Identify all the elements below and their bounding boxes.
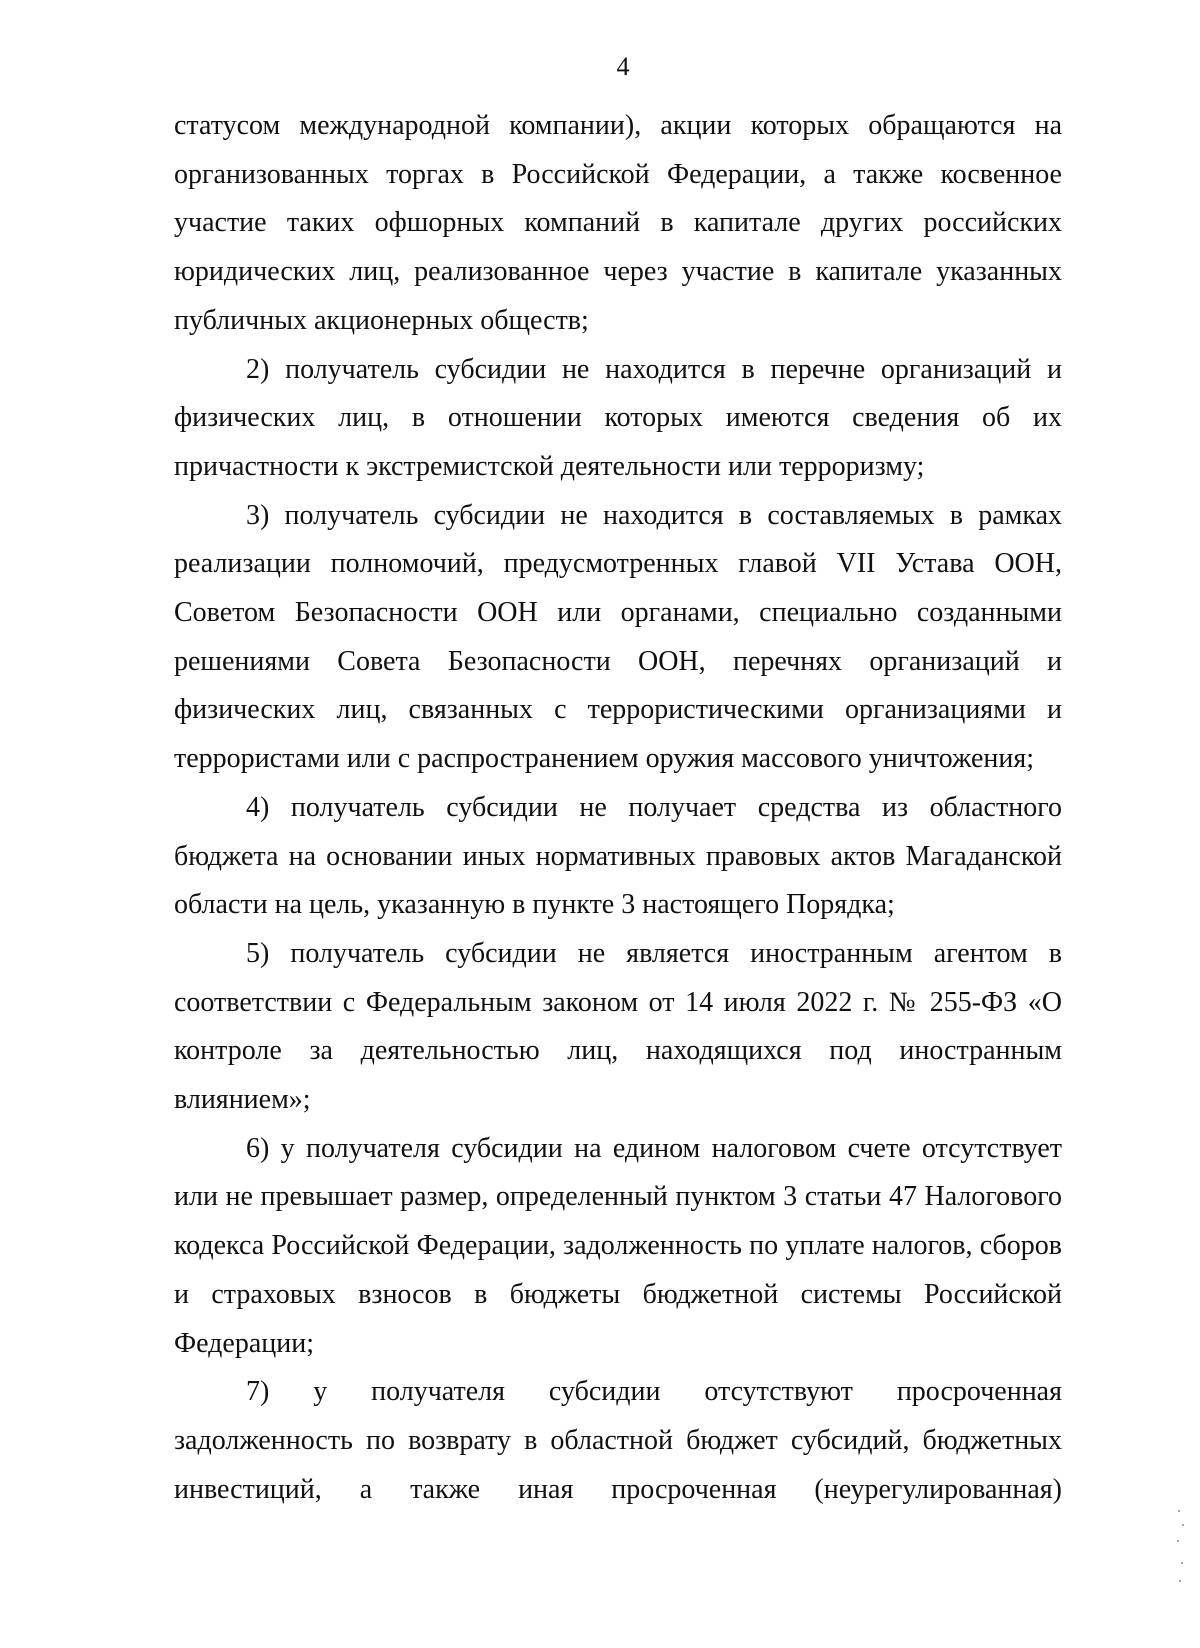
- page-number: 4: [616, 52, 630, 81]
- scan-specks: [1176, 1510, 1186, 1590]
- document-body: [174, 102, 1062, 1514]
- paragraph-continuation: статусом международной компании), акции которых обращаются на организованных торгах в Российской Федерации, а также косвенное участие таких офшорных компаний в капитале других российских юридических лиц, реализованное через участие в капитале указанных публичных акционерных обществ;: [174, 110, 1062, 336]
- paragraph-item-6: 6) у получателя субсидии на едином налоговом счете отсутствует или не превышает размер, определенный пунктом 3 статьи 47 Налогового кодекса Российской Федерации, задолженность по уплате налогов, сборов и страховых взносов в бюджеты бюджетной системы Российской Федерации;: [174, 1132, 1062, 1359]
- paragraph-item-2: 2) получатель субсидии не находится в перечне организаций и физических лиц, в отношении которых имеются сведения об их причастности к экстремистской деятельности или терроризму;: [174, 353, 1062, 482]
- paragraph-item-5: 5) получатель субсидии не является иностранным агентом в соответствии с Федеральным законом от 14 июля 2022 г. № 255-ФЗ «О контроле за деятельностью лиц, находящихся под иностранным влиянием»;: [174, 937, 1062, 1116]
- paragraph-item-4: 4) получатель субсидии не получает средства из областного бюджета на основании иных нормативных правовых актов Магаданской области на цель, указанную в пункте 3 настоящего Порядка;: [174, 791, 1062, 921]
- paragraph-item-3: 3) получатель субсидии не находится в составляемых в рамках реализации полномочий, предусмотренных главой VII Устава ООН, Советом Безопасности ООН или органами, специально созданными решениями Совета Безопасности ООН, перечнях организаций и физических лиц, связанных с террористическими организациями и террористами или с распространением оружия массового уничтожения;: [174, 499, 1062, 775]
- paragraph-item-7: 7) у получателя субсидии отсутствуют просроченная задолженность по возврату в областной бюджет субсидий, бюджетных инвестиций, а также иная просроченная (неурегулированная): [174, 1376, 1062, 1505]
